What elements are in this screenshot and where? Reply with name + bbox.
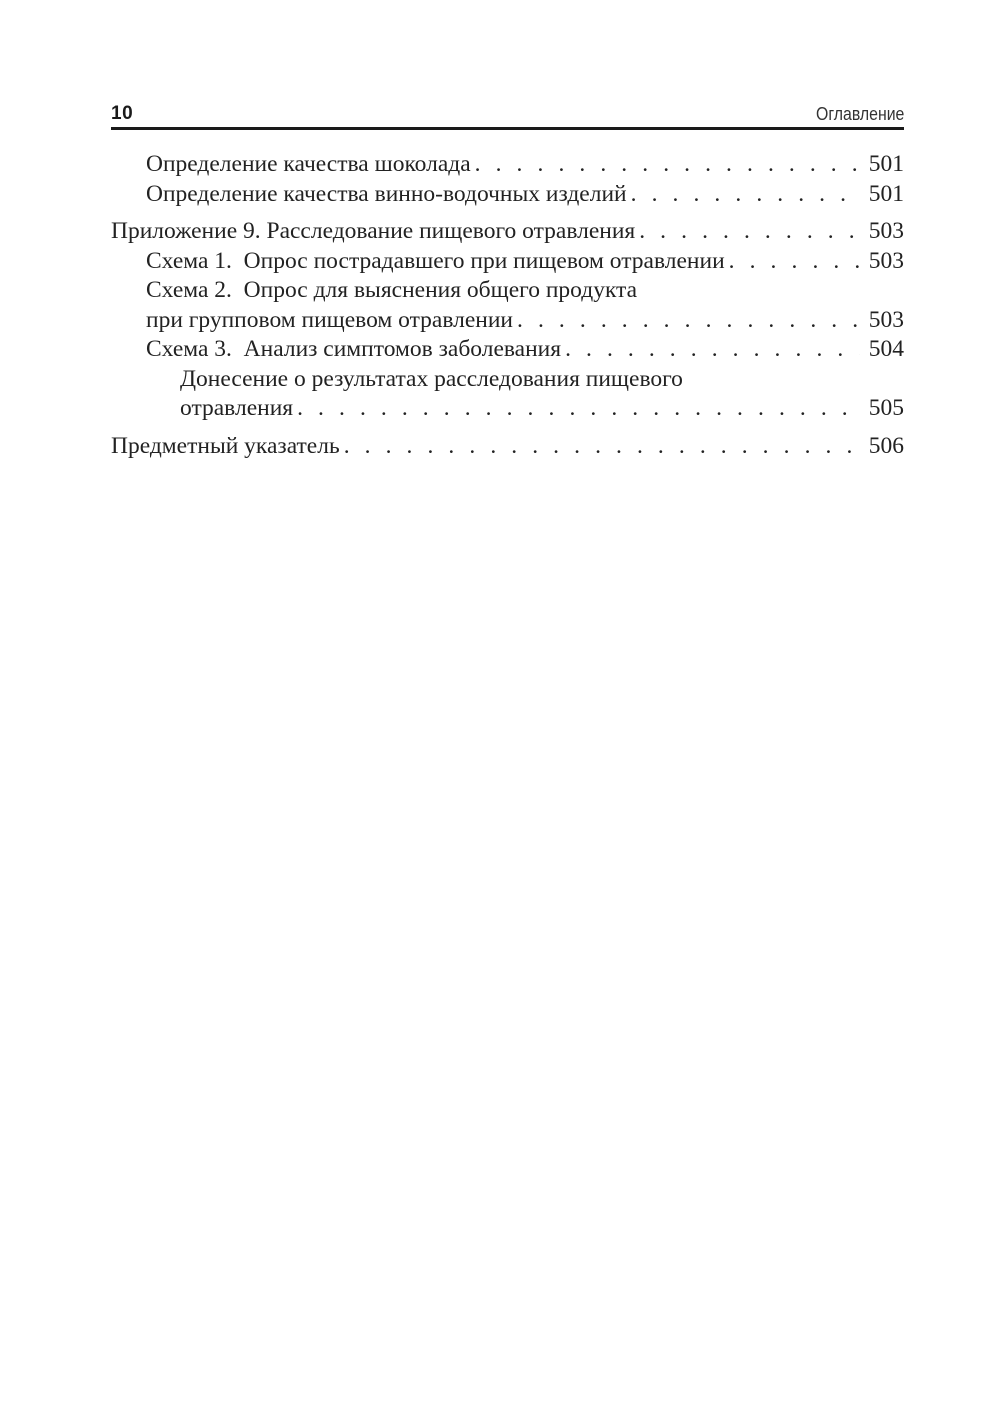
toc-entry-scheme-2-line-1[interactable] [111, 276, 904, 306]
dot-leader [729, 247, 860, 277]
toc-page-number: 504 [868, 336, 904, 362]
toc-entry-report[interactable] [111, 394, 904, 424]
toc-entry-scheme-3[interactable] [111, 335, 904, 365]
table-of-contents [111, 150, 904, 461]
running-head-title: Оглавление [815, 104, 904, 124]
toc-entry-title: Определение качества шоколада [146, 151, 471, 177]
running-head [111, 100, 904, 130]
toc-entry-title: Схема 1. Опрос пострадавшего при пищевом отравлении [146, 247, 725, 274]
toc-page-number: 503 [868, 218, 904, 244]
dot-leader [517, 306, 860, 336]
toc-entry-title: Схема 3. Анализ симптомов заболевания [146, 336, 562, 362]
dot-leader [344, 432, 860, 462]
toc-entry-report-line-1[interactable] [111, 365, 904, 395]
toc-entry-title: Определение качества винно-водочных изделий [146, 180, 627, 207]
toc-entry-title: Приложение 9. Расследование пищевого отравления [111, 218, 636, 244]
toc-page-number: 503 [868, 247, 904, 274]
toc-entry-title: Схема 2. Опрос для выяснения общего продукта [146, 277, 638, 303]
dot-leader [297, 394, 860, 424]
toc-entry-title: Донесение о результатах расследования пищевого [180, 365, 683, 392]
dot-leader [475, 150, 860, 180]
toc-page-number: 503 [868, 306, 904, 333]
toc-page-number: 506 [868, 432, 904, 459]
page-number: 10 [111, 103, 134, 124]
toc-entry-wine-vodka-quality[interactable] [111, 180, 904, 210]
dot-leader [639, 217, 860, 247]
toc-entry-chocolate-quality[interactable] [111, 150, 904, 180]
toc-page-number: 505 [868, 395, 904, 421]
toc-entry-title-continuation: отравления [180, 395, 294, 421]
dot-leader [631, 180, 860, 210]
toc-entry-title-continuation: при групповом пищевом отравлении [146, 306, 514, 333]
toc-page-number: 501 [868, 180, 904, 207]
toc-entry-scheme-2[interactable] [111, 306, 904, 336]
toc-page-number: 501 [868, 151, 904, 177]
toc-entry-appendix-9[interactable] [111, 217, 904, 247]
toc-entry-subject-index[interactable] [111, 432, 904, 462]
toc-entry-title: Предметный указатель [111, 432, 340, 459]
dot-leader [565, 335, 860, 365]
toc-entry-scheme-1[interactable] [111, 247, 904, 277]
